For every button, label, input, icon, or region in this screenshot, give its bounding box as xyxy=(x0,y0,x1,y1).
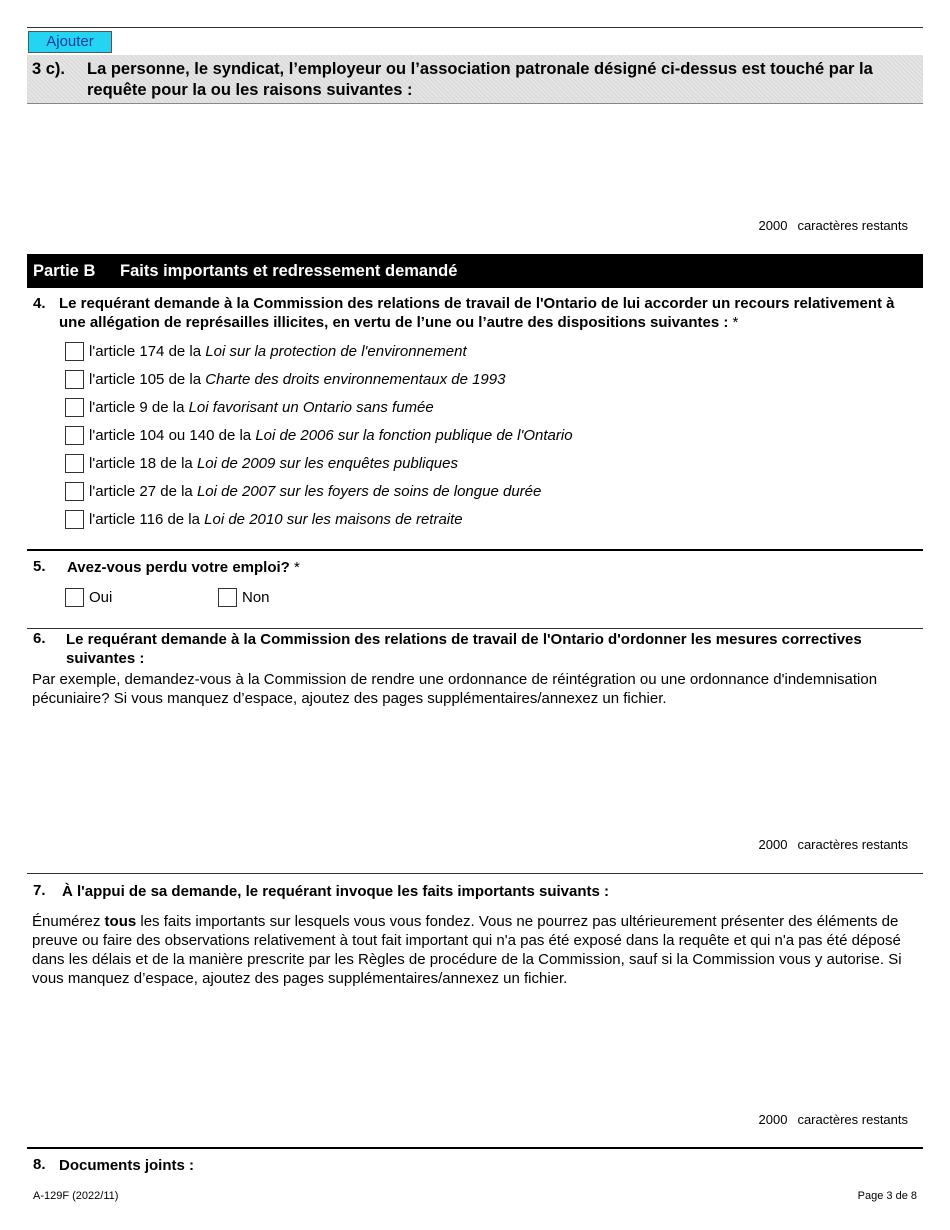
q4-option-5[interactable] xyxy=(65,454,458,474)
q4-option-3-prefix: l'article 9 de la xyxy=(89,399,189,416)
question-6-help: Par exemple, demandez-vous à la Commission de rendre une ordonnance de réintégration ou une ordonnance d'indemnisation pécuniaire? Si vous manquez d’espace, ajoutez des pages supplémentaires/annexez un fichier. xyxy=(32,671,878,707)
question-3c-text: La personne, le syndicat, l’employeur ou l’association patronale désigné ci-dessus est touché par la requête pour la ou les raisons suivantes : xyxy=(87,60,873,99)
top-divider xyxy=(27,27,923,28)
q4-option-4[interactable] xyxy=(65,426,573,446)
q4-option-7-prefix: l'article 116 de la xyxy=(89,511,205,528)
question-4-label: Le requérant demande à la Commission des relations de travail de l'Ontario de lui accorder un recours relativement à une allégation de représailles illicites, en vertu de l’une ou l’autre des dispositions suivantes : xyxy=(59,295,895,331)
question-7-number: 7. xyxy=(33,882,46,899)
divider-q8 xyxy=(27,1147,923,1149)
partie-b-title: Faits importants et redressement demandé xyxy=(120,262,458,280)
divider-q7 xyxy=(27,873,923,874)
question-6-text: Le requérant demande à la Commission des relations de travail de l'Ontario d'ordonner les mesures correctives suivantes : xyxy=(66,631,862,667)
q4-option-7-checkbox[interactable] xyxy=(65,510,84,529)
q7-help-bold: tous xyxy=(104,913,137,930)
char-count: 2000 xyxy=(758,837,788,852)
q4-option-3-checkbox[interactable] xyxy=(65,398,84,417)
question-8-number: 8. xyxy=(33,1156,46,1173)
char-count: 2000 xyxy=(758,1112,788,1127)
char-count-label: caractères restants xyxy=(797,1112,908,1127)
char-count-label: caractères restants xyxy=(797,837,908,852)
add-button[interactable]: Ajouter xyxy=(28,31,112,53)
q4-option-4-prefix: l'article 104 ou 140 de la xyxy=(89,427,256,444)
partie-b-label: Partie B xyxy=(33,262,96,280)
q4-option-7-law: Loi de 2010 sur les maisons de retraite xyxy=(204,511,463,528)
question-4-number: 4. xyxy=(33,295,46,312)
q4-option-5-prefix: l'article 18 de la xyxy=(89,455,197,472)
q4-option-1-checkbox[interactable] xyxy=(65,342,84,361)
char-count-label: caractères restants xyxy=(797,218,908,233)
q4-option-1[interactable] xyxy=(65,342,467,362)
divider-q6 xyxy=(27,628,923,629)
q5-yes-checkbox[interactable] xyxy=(65,588,84,607)
q5-yes-label: Oui xyxy=(89,589,113,606)
q7-help-pre: Énumérez xyxy=(32,913,105,930)
q4-option-6-prefix: l'article 27 de la xyxy=(89,483,197,500)
required-marker: * xyxy=(294,559,300,576)
question-3c-char-counter xyxy=(759,218,908,233)
q5-no-checkbox[interactable] xyxy=(218,588,237,607)
footer-form-id: A-129F (2022/11) xyxy=(33,1190,119,1202)
q4-option-5-law: Loi de 2009 sur les enquêtes publiques xyxy=(196,455,458,472)
question-7-char-counter xyxy=(759,1112,908,1127)
q4-option-3[interactable] xyxy=(65,398,434,418)
q4-option-3-law: Loi favorisant un Ontario sans fumée xyxy=(188,399,434,416)
question-4-text xyxy=(59,294,919,332)
q4-option-4-law: Loi de 2006 sur la fonction publique de l'Ontario xyxy=(255,427,573,444)
q4-option-5-checkbox[interactable] xyxy=(65,454,84,473)
question-8-text: Documents joints : xyxy=(59,1157,195,1174)
footer-page-number: Page 3 de 8 xyxy=(857,1190,917,1202)
q4-option-4-checkbox[interactable] xyxy=(65,426,84,445)
q4-option-1-law: Loi sur la protection de l'environnement xyxy=(205,343,467,360)
required-marker: * xyxy=(732,314,739,331)
question-3c-textarea[interactable] xyxy=(27,106,923,214)
divider-q5 xyxy=(27,549,923,551)
q5-option-no[interactable] xyxy=(218,588,270,608)
question-7-textarea[interactable] xyxy=(27,992,923,1108)
question-6-textarea[interactable] xyxy=(27,712,923,834)
q4-option-2[interactable] xyxy=(65,370,505,390)
q5-option-yes[interactable] xyxy=(65,588,112,608)
question-5-text xyxy=(67,558,300,577)
partie-b-header xyxy=(27,254,923,288)
question-7-text: À l'appui de sa demande, le requérant invoque les faits importants suivants : xyxy=(62,883,610,900)
question-6-number: 6. xyxy=(33,630,46,647)
q4-option-6-checkbox[interactable] xyxy=(65,482,84,501)
q4-option-2-prefix: l'article 105 de la xyxy=(89,371,206,388)
q4-option-6-law: Loi de 2007 sur les foyers de soins de longue durée xyxy=(196,483,542,500)
q4-option-2-law: Charte des droits environnementaux de 1993 xyxy=(205,371,506,388)
q4-option-1-prefix: l'article 174 de la xyxy=(89,343,206,360)
q4-option-2-checkbox[interactable] xyxy=(65,370,84,389)
question-5-label: Avez-vous perdu votre emploi? xyxy=(67,559,290,576)
q7-help-post: les faits importants sur lesquels vous vous fondez. Vous ne pourrez pas ultérieurement présenter des éléments de preuve ou faire des observations relativement à tout fait important qui n'a pas été exposé dans la requête et qui n'a pas été déposé dans les délais et de la manière prescrite par les Règles de procédure de la Commission, sauf si la Commission vous y autorise. Si vous manquez d’espace, ajoutez des pages supplémentaires/annexez un fichier. xyxy=(32,913,902,987)
question-7-help xyxy=(32,912,917,988)
question-3c-number: 3 c). xyxy=(32,60,66,78)
question-6-char-counter xyxy=(759,837,908,852)
question-5-number: 5. xyxy=(33,558,46,575)
q4-option-7[interactable] xyxy=(65,510,463,530)
q5-no-label: Non xyxy=(242,589,270,606)
q4-option-6[interactable] xyxy=(65,482,541,502)
question-3c-header xyxy=(27,55,923,104)
char-count: 2000 xyxy=(758,218,788,233)
